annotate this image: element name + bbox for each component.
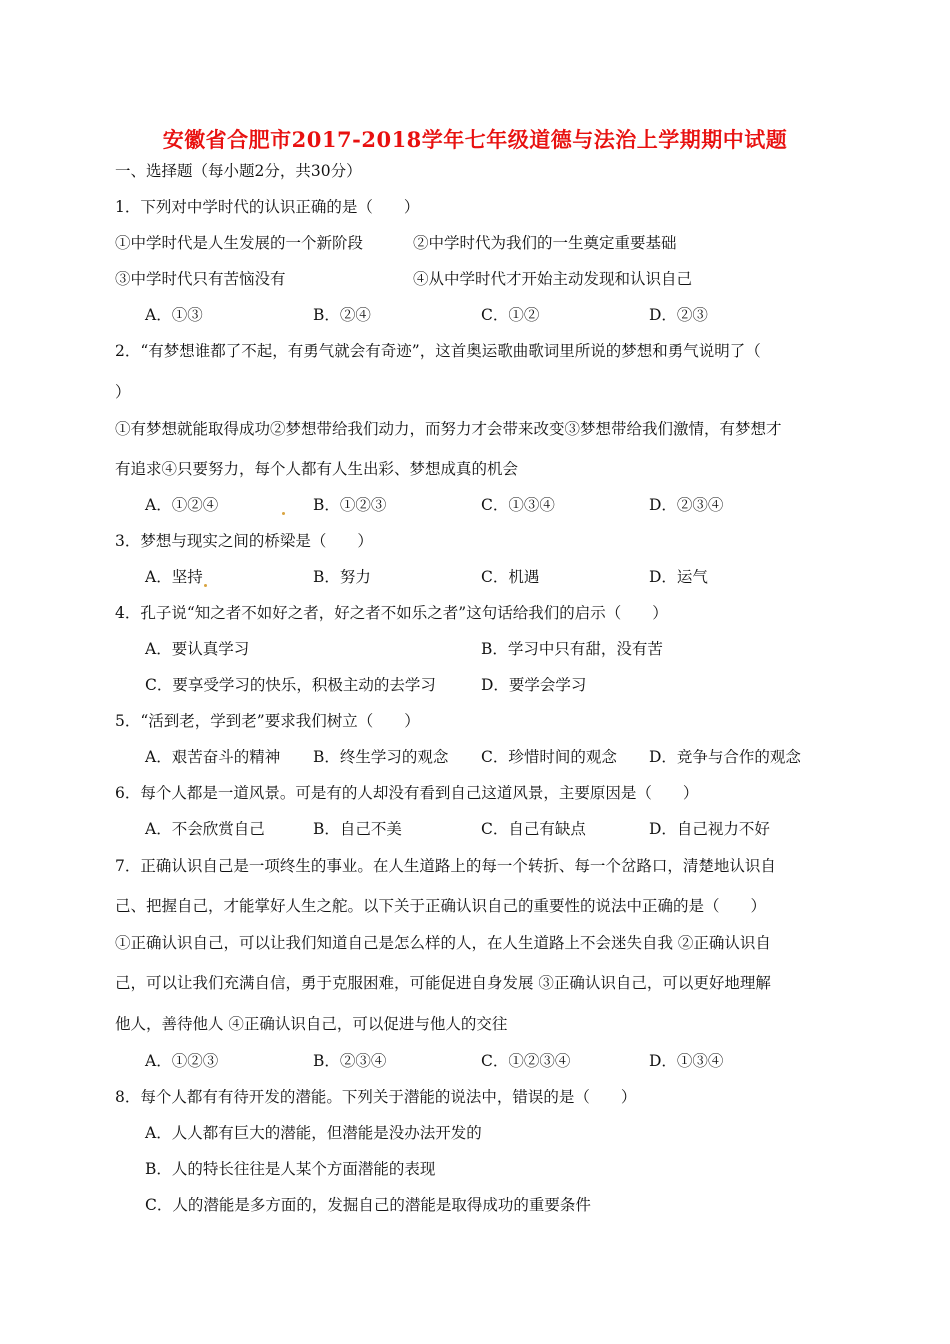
q4-option-b: B．学习中只有甜，没有苦 — [481, 640, 663, 658]
q5-option-b: B．终生学习的观念 — [313, 748, 449, 766]
q7-option-b: B．②③④ — [313, 1052, 387, 1070]
q5-option-d: D．竞争与合作的观念 — [649, 748, 801, 766]
question-7-stem: 7．正确认识自己是一项终生的事业。在人生道路上的每一个转折、每一个岔路口，清楚地认识自 — [115, 857, 776, 875]
q1-statement-1: ①中学时代是人生发展的一个新阶段 — [115, 234, 364, 252]
q1-option-d: D．②③ — [649, 306, 708, 324]
q2-option-b: B．①②③ — [313, 496, 387, 514]
q3-option-b: B．努力 — [313, 568, 371, 586]
question-2-stem-cont: ） — [115, 383, 131, 401]
question-7-stem-cont: 己、把握自己，才能掌好人生之舵。以下关于正确认识自己的重要性的说法中正确的是（ ） — [115, 897, 767, 915]
q1-option-c: C．①② — [481, 306, 540, 324]
q6-option-c: C．自己有缺点 — [481, 820, 586, 838]
q3-option-c: C．机遇 — [481, 568, 540, 586]
q8-option-c: C．人的潜能是多方面的，发掘自己的潜能是取得成功的重要条件 — [145, 1196, 591, 1214]
stray-mark — [204, 584, 207, 587]
q4-option-a: A．要认真学习 — [145, 640, 250, 658]
q6-option-b: B．自己不美 — [313, 820, 402, 838]
q3-option-d: D．运气 — [649, 568, 708, 586]
question-2-stem: 2．“有梦想谁都了不起，有勇气就会有奇迹”，这首奥运歌曲歌词里所说的梦想和勇气说明了（ — [115, 342, 761, 360]
question-4-stem: 4．孔子说“知之者不如好之者，好之者不如乐之者”这句话给我们的启示（ ） — [115, 604, 668, 622]
q5-option-a: A．艰苦奋斗的精神 — [145, 748, 281, 766]
q1-statement-3: ③中学时代只有苦恼没有 — [115, 270, 286, 288]
q2-option-c: C．①③④ — [481, 496, 555, 514]
q6-option-a: A．不会欣赏自己 — [145, 820, 265, 838]
stray-mark — [282, 512, 285, 515]
q1-statement-4: ④从中学时代才开始主动发现和认识自己 — [413, 270, 693, 288]
q7-option-c: C．①②③④ — [481, 1052, 571, 1070]
question-5-stem: 5．“活到老，学到老”要求我们树立（ ） — [115, 712, 420, 730]
q2-statements-line-2: 有追求④只要努力，每个人都有人生出彩、梦想成真的机会 — [115, 460, 519, 478]
question-1-stem: 1．下列对中学时代的认识正确的是（ ） — [115, 198, 420, 216]
q7-statements-line-2: 己，可以让我们充满自信，勇于克服困难，可能促进自身发展 ③正确认识自己，可以更好地理解 — [115, 974, 771, 992]
q8-option-b: B．人的特长往往是人某个方面潜能的表现 — [145, 1160, 436, 1178]
q2-statements-line-1: ①有梦想就能取得成功②梦想带给我们动力，而努力才会带来改变③梦想带给我们激情，有梦想才 — [115, 420, 782, 438]
q3-option-a: A．坚持 — [145, 568, 203, 586]
q7-option-d: D．①③④ — [649, 1052, 724, 1070]
question-8-stem: 8．每个人都有有待开发的潜能。下列关于潜能的说法中，错误的是（ ） — [115, 1088, 637, 1106]
q2-option-a: A．①②④ — [145, 496, 219, 514]
q5-option-c: C．珍惜时间的观念 — [481, 748, 617, 766]
q7-statements-line-1: ①正确认识自己，可以让我们知道自己是怎么样的人，在人生道路上不会迷失自我 ②正确认识自 — [115, 934, 771, 952]
exam-title: 安徽省合肥市2017-2018学年七年级道德与法治上学期期中试题 — [162, 127, 788, 152]
q8-option-a: A．人人都有巨大的潜能，但潜能是没办法开发的 — [145, 1124, 482, 1142]
q4-option-d: D．要学会学习 — [481, 676, 587, 694]
q7-statements-line-3: 他人，善待他人 ④正确认识自己，可以促进与他人的交往 — [115, 1015, 508, 1033]
question-3-stem: 3．梦想与现实之间的桥梁是（ ） — [115, 532, 373, 550]
q6-option-d: D．自己视力不好 — [649, 820, 770, 838]
section-heading: 一、选择题（每小题2分，共30分） — [115, 162, 362, 180]
q4-option-c: C．要享受学习的快乐，积极主动的去学习 — [145, 676, 436, 694]
q1-option-b: B．②④ — [313, 306, 371, 324]
q1-statement-2: ②中学时代为我们的一生奠定重要基础 — [413, 234, 677, 252]
q1-option-a: A．①③ — [145, 306, 203, 324]
q2-option-d: D．②③④ — [649, 496, 724, 514]
q7-option-a: A．①②③ — [145, 1052, 219, 1070]
question-6-stem: 6．每个人都是一道风景。可是有的人却没有看到自己这道风景，主要原因是（ ） — [115, 784, 699, 802]
